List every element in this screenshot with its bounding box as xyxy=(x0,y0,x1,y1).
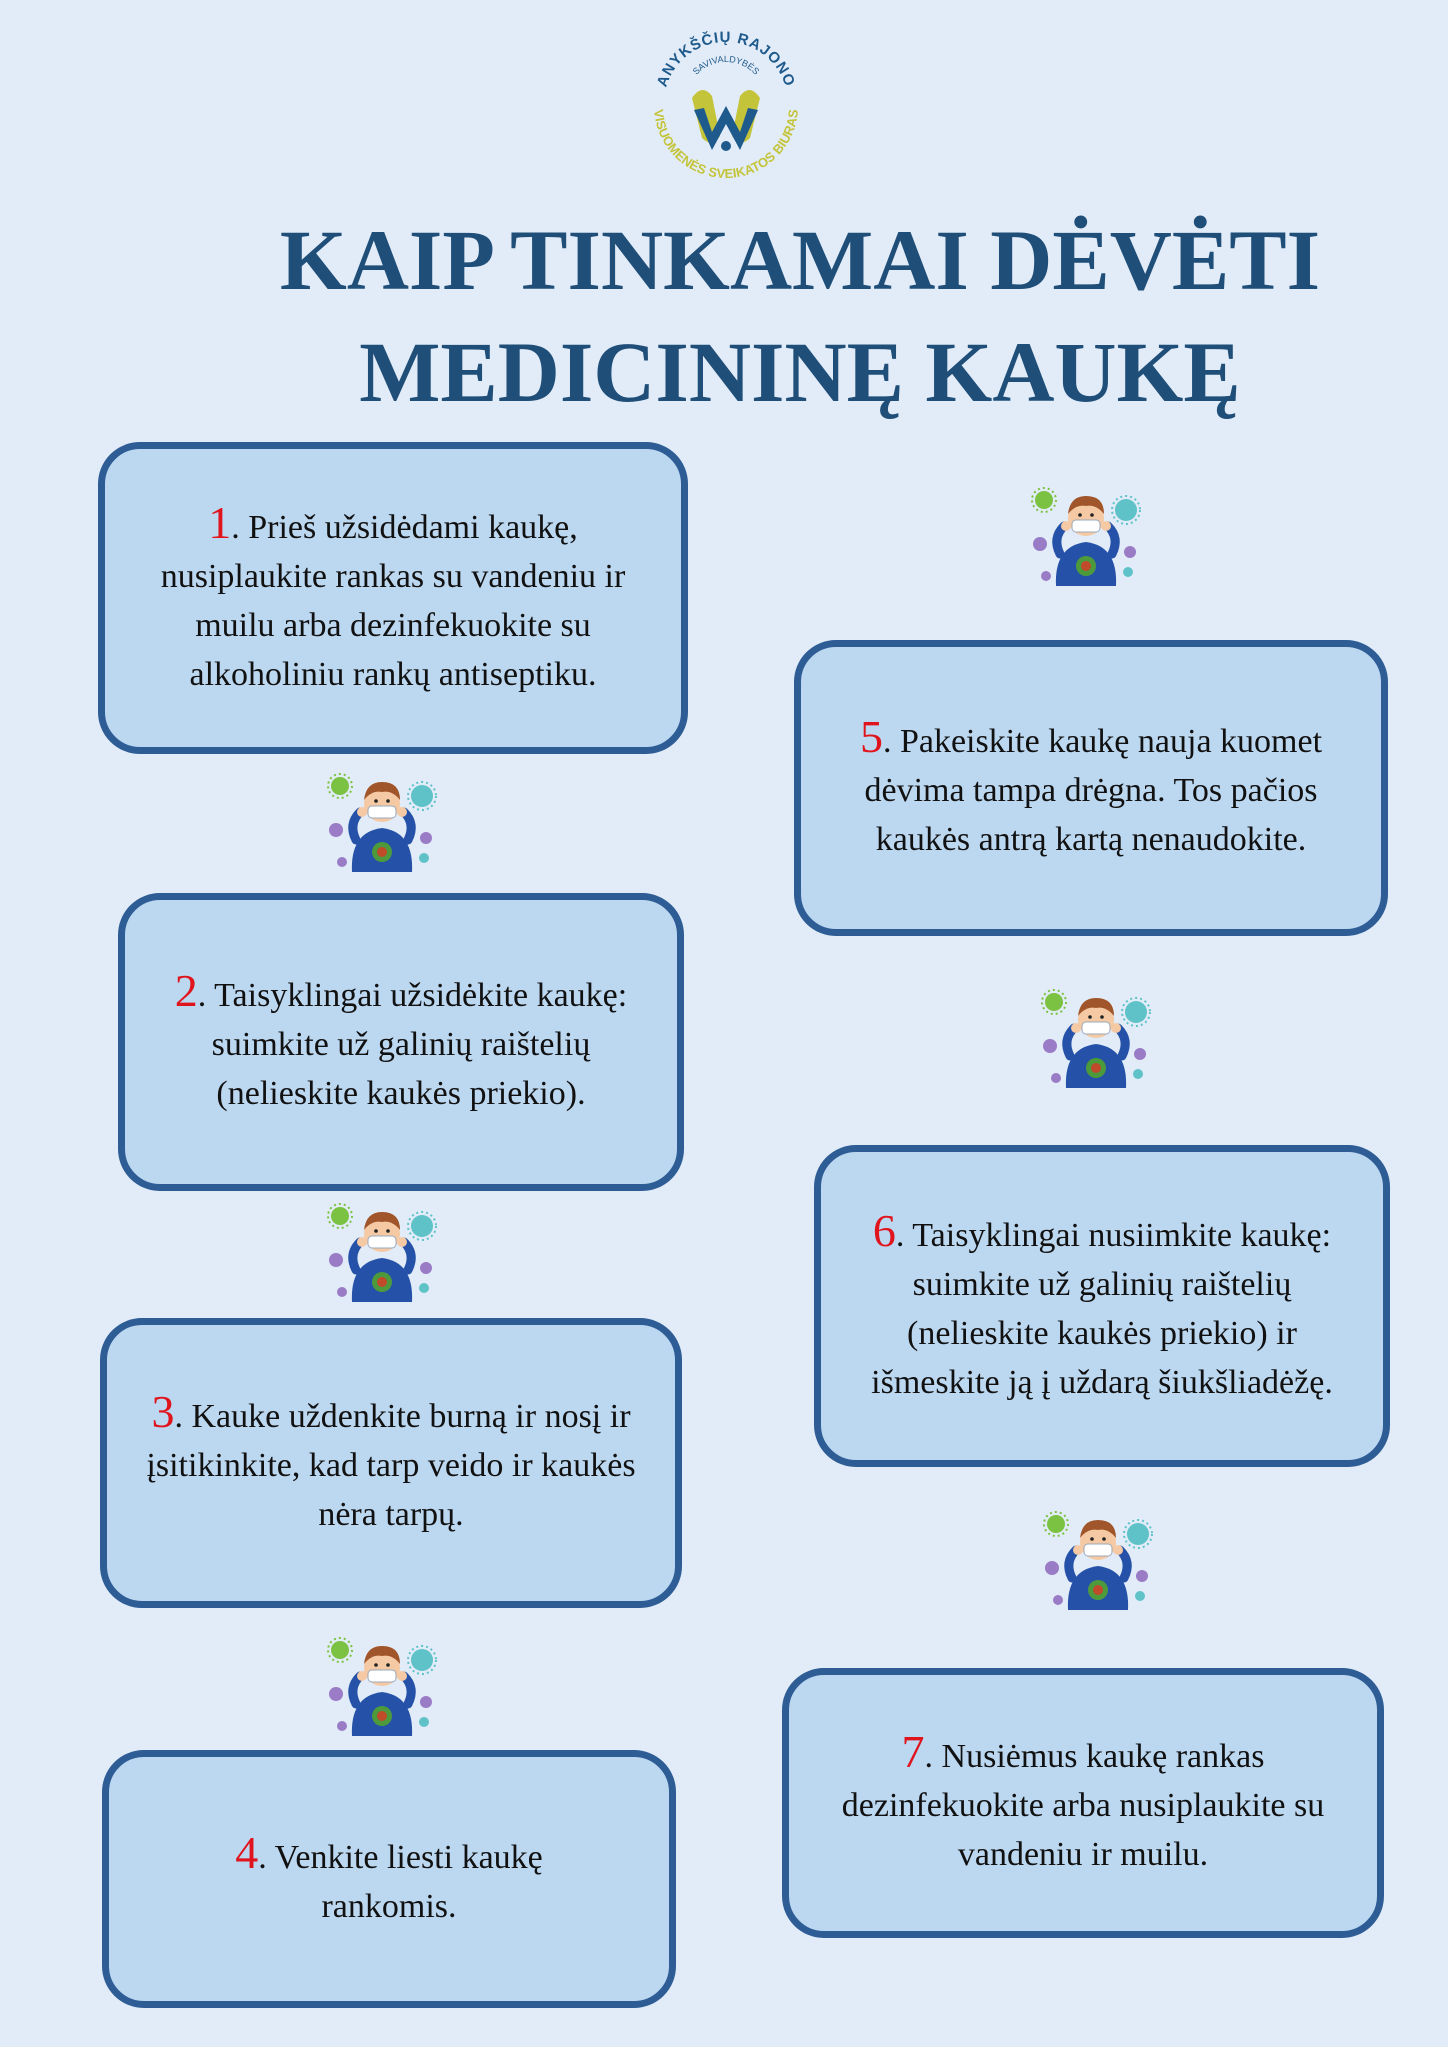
step-7-number: 7 xyxy=(901,1726,925,1777)
step-4-card xyxy=(102,1750,676,2008)
page-title-line-2: MEDICININĘ KAUKĘ xyxy=(359,324,1241,420)
step-7-text: 7. Nusiėmus kaukę rankas dezinfekuokite arba nusiplaukite su vandeniu ir muilu. xyxy=(841,1726,1325,1873)
masked-child-virus-icon xyxy=(326,1198,438,1304)
step-3-number: 3 xyxy=(151,1386,175,1437)
masked-child-virus-icon xyxy=(326,1632,438,1738)
logo-bottom-text: VISUOMENĖS SVEIKATOS BIURAS xyxy=(650,108,802,182)
step-2-number: 2 xyxy=(174,965,198,1016)
step-5-number: 5 xyxy=(859,711,883,762)
step-4-text: 4. Venkite liesti kaukę rankomis. xyxy=(235,1826,543,1925)
masked-child-virus-icon xyxy=(1030,482,1142,588)
step-1-card xyxy=(98,442,688,754)
step-5-text: 5. Pakeiskite kaukę nauja kuomet dėvima tampa drėgna. Tos pačios kaukės antrą kartą nenaudokite. xyxy=(859,711,1323,858)
step-1-text: 1. Prieš užsidėdami kaukę, nusiplaukite rankas su vandeniu ir muilu arba dezinfekuokite su alkoholiniu rankų antiseptiku. xyxy=(160,496,626,693)
hands-icon xyxy=(692,90,760,151)
step-6-text: 6. Taisyklingai nusiimkite kaukę: suimkite už galinių raištelių (nelieskite kaukės priekio) ir išmeskite ją į uždarą šiukšliadėžę. xyxy=(871,1204,1333,1401)
masked-child-virus-icon xyxy=(326,768,438,874)
municipality-logo xyxy=(642,28,810,186)
step-4-number: 4 xyxy=(235,1826,259,1878)
step-1-number: 1 xyxy=(208,496,232,548)
logo-sub-text: SAVIVALDYBĖS xyxy=(690,53,762,77)
step-3-card xyxy=(100,1318,682,1608)
step-2-text: 2. Taisyklingai užsidėkite kaukę: suimkite už galinių raištelių (nelieskite kaukės priekio). xyxy=(174,965,628,1112)
step-6-number: 6 xyxy=(872,1204,896,1256)
masked-child-virus-icon xyxy=(1042,1506,1154,1612)
step-3-text: 3. Kauke uždenkite burną ir nosį ir įsitikinkite, kad tarp veido ir kaukės nėra tarpų. xyxy=(146,1386,636,1533)
step-2-card xyxy=(118,893,684,1191)
step-7-card xyxy=(782,1668,1384,1938)
logo-top-text: ANYKŠČIŲ RAJONO xyxy=(653,28,799,90)
masked-child-virus-icon xyxy=(1040,984,1152,1090)
step-6-card xyxy=(814,1145,1390,1467)
step-5-card xyxy=(794,640,1388,936)
page-title-line-1: KAIP TINKAMAI DĖVĖTI xyxy=(279,212,1321,308)
